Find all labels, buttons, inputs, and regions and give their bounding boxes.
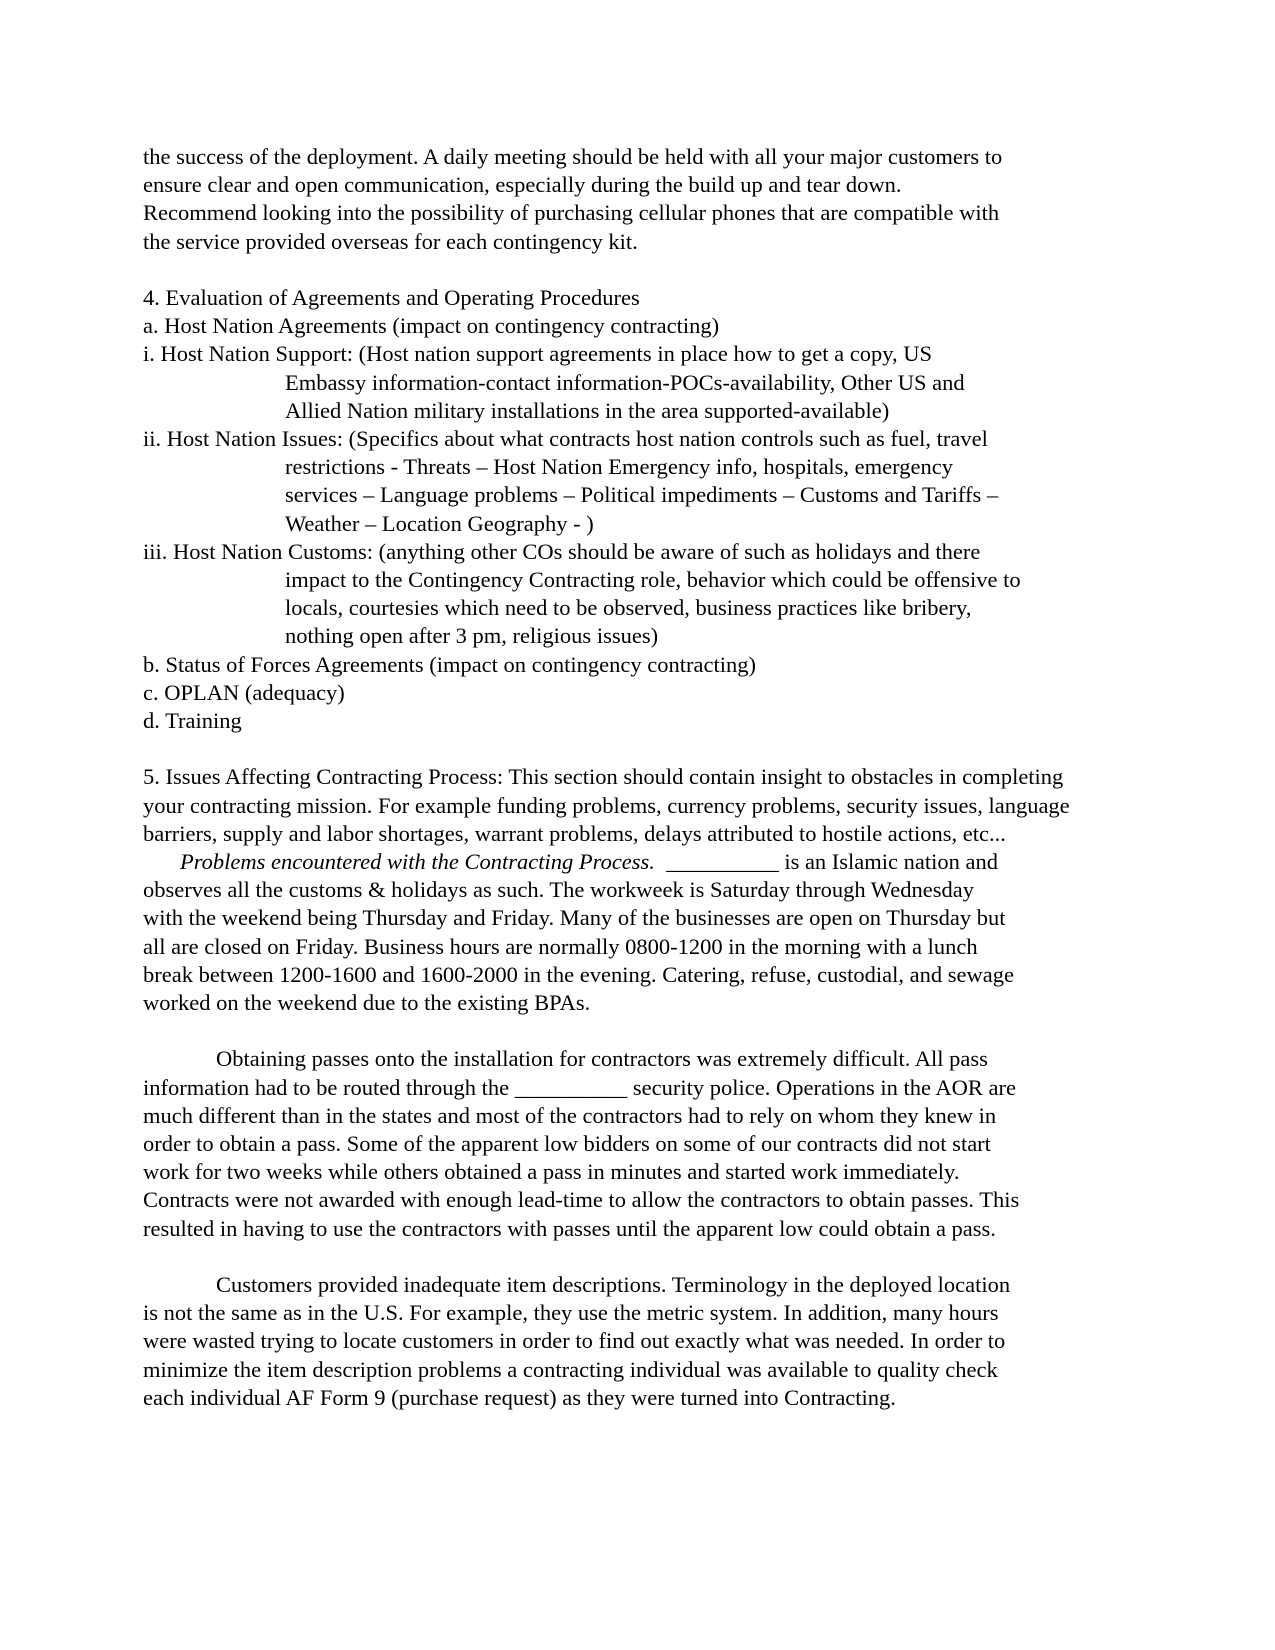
paragraph-line: the success of the deployment. A daily meeting should be held with all your major customers to bbox=[143, 144, 1003, 169]
item-iii-line: locals, courtesies which need to be observed, business practices like bribery, bbox=[285, 595, 972, 621]
item-ii-line: ii. Host Nation Issues: (Specifics about what contracts host nation controls such as fuel, travel bbox=[143, 426, 988, 452]
passes-paragraph bbox=[143, 1045, 1143, 1242]
item-iii-line: nothing open after 3 pm, religious issues) bbox=[285, 623, 659, 649]
intro-paragraph bbox=[143, 143, 1143, 256]
paragraph-line: Recommend looking into the possibility of purchasing cellular phones that are compatible with bbox=[143, 200, 1000, 226]
item-i-line: i. Host Nation Support: (Host nation support agreements in place how to get a copy, US bbox=[143, 341, 933, 367]
paragraph-line: minimize the item description problems a contracting individual was available to quality check bbox=[143, 1356, 998, 1382]
section-5-line: barriers, supply and labor shortages, warrant problems, delays attributed to hostile actions, etc... bbox=[143, 820, 1006, 846]
descriptions-paragraph bbox=[143, 1271, 1143, 1412]
paragraph-line: Obtaining passes onto the installation for contractors was extremely difficult. All pass bbox=[216, 1046, 988, 1072]
item-iii-line: iii. Host Nation Customs: (anything other COs should be aware of such as holidays and there bbox=[143, 538, 981, 564]
spacer bbox=[143, 1243, 1143, 1271]
paragraph-line: each individual AF Form 9 (purchase request) as they were turned into Contracting. bbox=[143, 1384, 896, 1410]
item-d: d. Training bbox=[143, 708, 242, 734]
item-iii-line: impact to the Contingency Contracting role, behavior which could be offensive to bbox=[285, 567, 1021, 593]
section-5-line: 5. Issues Affecting Contracting Process: This section should contain insight to obstacles in completing bbox=[143, 764, 1064, 790]
section-5 bbox=[143, 763, 1143, 1017]
item-b: b. Status of Forces Agreements (impact on contingency contracting) bbox=[143, 651, 756, 677]
problems-line: with the weekend being Thursday and Friday. Many of the businesses are open on Thursday but bbox=[143, 905, 1006, 931]
item-a: a. Host Nation Agreements (impact on contingency contracting) bbox=[143, 313, 720, 339]
paragraph-line: Contracts were not awarded with enough lead-time to allow the contractors to obtain passes. This bbox=[143, 1187, 1020, 1213]
problems-italic-label: Problems encountered with the Contracting Process. bbox=[180, 849, 655, 875]
section-4 bbox=[143, 284, 1143, 735]
item-i-line: Embassy information-contact information-POCs-availability, Other US and bbox=[285, 369, 965, 395]
item-ii-line: restrictions - Threats – Host Nation Emergency info, hospitals, emergency bbox=[285, 454, 953, 480]
spacer bbox=[143, 735, 1143, 763]
paragraph-line: were wasted trying to locate customers in order to find out exactly what was needed. In order to bbox=[143, 1328, 1006, 1354]
problems-line: break between 1200-1600 and 1600-2000 in the evening. Catering, refuse, custodial, and sewage bbox=[143, 961, 1014, 987]
paragraph-line: much different than in the states and most of the contractors had to rely on whom they knew in bbox=[143, 1102, 997, 1128]
item-i-line: Allied Nation military installations in the area supported-available) bbox=[285, 397, 890, 423]
spacer bbox=[143, 256, 1143, 284]
item-c: c. OPLAN (adequacy) bbox=[143, 679, 345, 705]
problems-line: observes all the customs & holidays as such. The workweek is Saturday through Wednesday bbox=[143, 877, 974, 903]
paragraph-line: the service provided overseas for each contingency kit. bbox=[143, 228, 638, 254]
problems-line: all are closed on Friday. Business hours are normally 0800-1200 in the morning with a lunch bbox=[143, 933, 978, 959]
document-page bbox=[143, 143, 1143, 1412]
paragraph-line: Customers provided inadequate item descriptions. Terminology in the deployed location bbox=[216, 1272, 1011, 1298]
paragraph-line: is not the same as in the U.S. For example, they use the metric system. In addition, many hours bbox=[143, 1300, 999, 1326]
problems-line: worked on the weekend due to the existing BPAs. bbox=[143, 990, 591, 1016]
section-4-heading: 4. Evaluation of Agreements and Operating Procedures bbox=[143, 285, 640, 310]
paragraph-line: ensure clear and open communication, especially during the build up and tear down. bbox=[143, 172, 902, 198]
spacer bbox=[143, 1017, 1143, 1045]
item-ii-line: services – Language problems – Political impediments – Customs and Tariffs – bbox=[285, 482, 999, 508]
problems-intro-line bbox=[143, 848, 1143, 876]
paragraph-line: order to obtain a pass. Some of the apparent low bidders on some of our contracts did not start bbox=[143, 1131, 991, 1157]
paragraph-line: resulted in having to use the contractors with passes until the apparent low could obtain a pass. bbox=[143, 1215, 996, 1241]
section-5-line: your contracting mission. For example funding problems, currency problems, security issues, language bbox=[143, 792, 1070, 818]
problems-intro-text: __________ is an Islamic nation and bbox=[654, 849, 999, 875]
paragraph-line: work for two weeks while others obtained a pass in minutes and started work immediately. bbox=[143, 1159, 960, 1185]
paragraph-line: information had to be routed through the __________ security police. Operations in the AOR are bbox=[143, 1074, 1016, 1100]
item-ii-line: Weather – Location Geography - ) bbox=[285, 510, 594, 536]
